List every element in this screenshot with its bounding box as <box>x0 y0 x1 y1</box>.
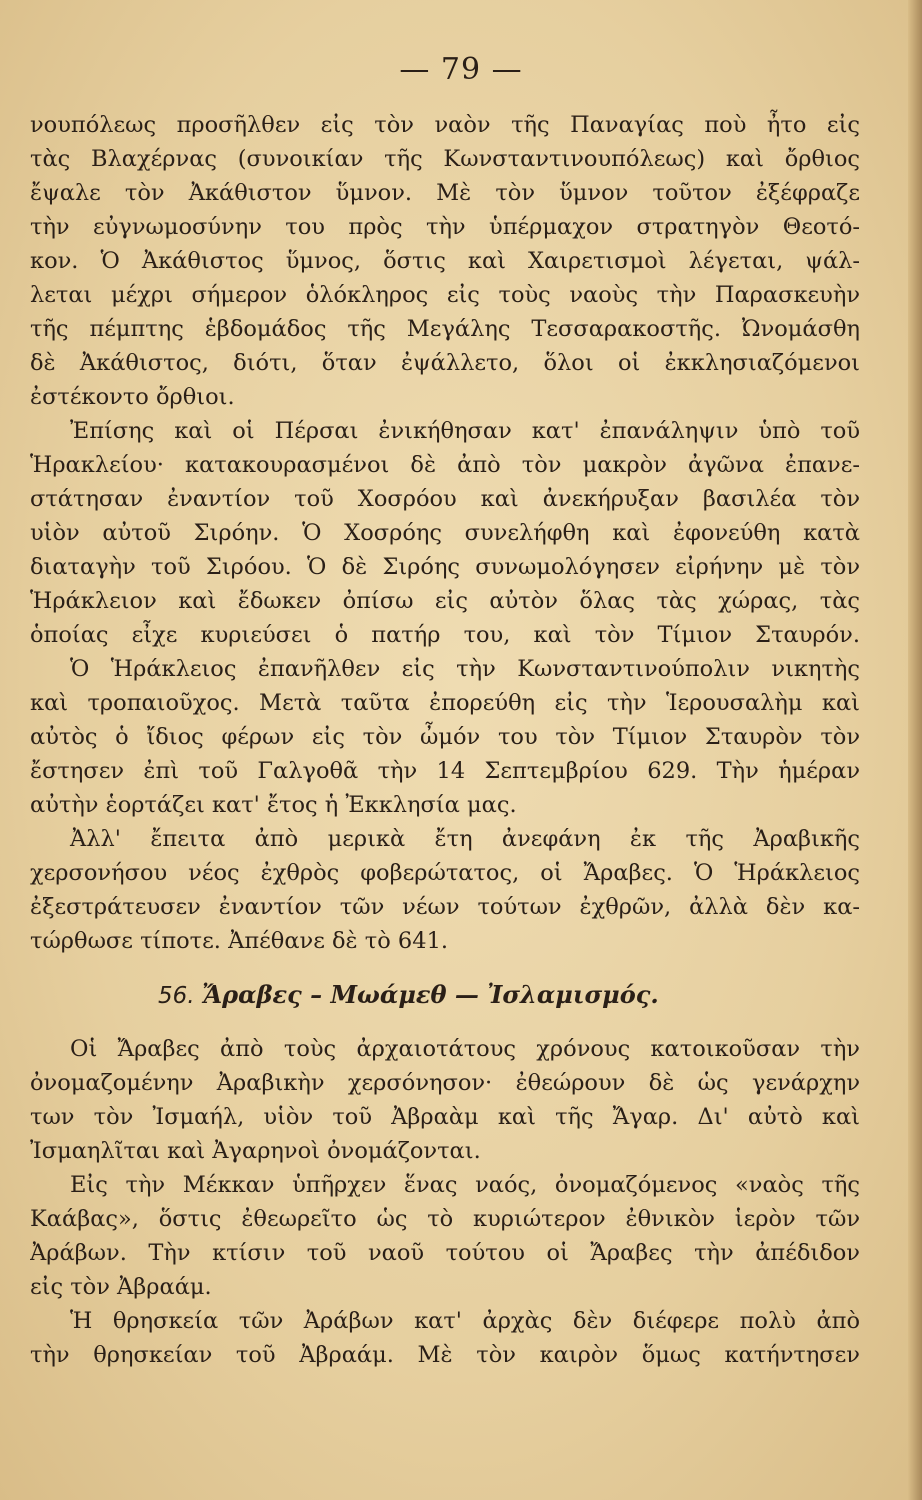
text-line: εἰς τὸν Ἀβραάμ. <box>30 1274 212 1300</box>
text-line: Καάβας», ὅστις ἐθεωρεῖτο ὡς τὸ κυριώτερον ἐθνικὸν ἱερὸν τῶν <box>30 1206 860 1232</box>
text-line: διαταγὴν τοῦ Σιρόου. Ὁ δὲ Σιρόης συνωμολόγησεν εἰρήνην μὲ τὸν <box>30 554 860 580</box>
text-line: Ἀλλ' ἔπειτα ἀπὸ μερικὰ ἔτη ἀνεφάνη ἐκ τῆς Ἀραβικῆς <box>70 826 860 852</box>
paragraph <box>30 1304 860 1372</box>
text-line: Ὁ Ἡράκλειος ἐπανῆλθεν εἰς τὴν Κωνσταντινούπολιν νικητὴς <box>70 656 860 682</box>
text-line: Οἱ Ἄραβες ἀπὸ τοὺς ἀρχαιοτάτους χρόνους κατοικοῦσαν τὴν <box>70 1036 860 1062</box>
text-line: ὀνομαζομένην Ἀραβικὴν χερσόνησον· ἐθεώρουν δὲ ὡς γενάρχην <box>30 1070 860 1096</box>
text-line: στάτησαν ἐναντίον τοῦ Χοσρόου καὶ ἀνεκήρυξαν βασιλέα τὸν <box>30 486 860 512</box>
text-line: τὴν θρησκείαν τοῦ Ἀβραάμ. Μὲ τὸν καιρὸν ὅμως κατήντησεν <box>30 1342 860 1368</box>
text-line: χερσονήσου νέος ἐχθρὸς φοβερώτατος, οἱ Ἄραβες. Ὁ Ἡράκλειος <box>30 860 860 886</box>
text-line: αὐτὴν ἑορτάζει κατ' ἔτος ἡ Ἐκκλησία μας. <box>30 792 517 818</box>
paragraph <box>30 822 860 958</box>
text-line: τὴν εὐγνωμοσύνην του πρὸς τὴν ὑπέρμαχον στρατηγὸν Θεοτό- <box>30 214 860 240</box>
text-line: νουπόλεως προσῆλθεν εἰς τὸν ναὸν τῆς Παναγίας ποὺ ἦτο εἰς <box>30 112 860 138</box>
text-line: αὐτὸς ὁ ἴδιος φέρων εἰς τὸν ὦμόν του τὸν Τίμιον Σταυρὸν τὸν <box>30 724 860 750</box>
text-line: Ἐπίσης καὶ οἱ Πέρσαι ἐνικήθησαν κατ' ἐπανάληψιν ὑπὸ τοῦ <box>70 418 860 444</box>
section-number: 56. <box>158 983 195 1009</box>
text-line: καὶ τροπαιοῦχος. Μετὰ ταῦτα ἐπορεύθη εἰς τὴν Ἱερουσαλὴμ καὶ <box>30 690 860 716</box>
text-line: λεται μέχρι σήμερον ὁλόκληρος εἰς τοὺς ναοὺς τὴν Παρασκευὴν <box>30 282 860 308</box>
text-line: Εἰς τὴν Μέκκαν ὑπῆρχεν ἕνας ναός, ὀνομαζόμενος «ναὸς τῆς <box>70 1172 860 1198</box>
text-line: δὲ Ἀκάθιστος, διότι, ὅταν ἐψάλλετο, ὅλοι οἱ ἐκκλησιαζόμενοι <box>30 350 860 376</box>
text-line: τώρθωσε τίποτε. Ἀπέθανε δὲ τὸ 641. <box>30 928 449 954</box>
text-line: τὰς Βλαχέρνας (συνοικίαν τῆς Κωνσταντινουπόλεως) καὶ ὄρθιος <box>30 146 860 172</box>
text-line: Ἡ θρησκεία τῶν Ἀράβων κατ' ἀρχὰς δὲν διέφερε πολὺ ἀπὸ <box>70 1308 860 1334</box>
section-heading <box>30 958 860 1032</box>
text-line: Ἡράκλειον καὶ ἔδωκεν ὀπίσω εἰς αὐτὸν ὅλας τὰς χώρας, τὰς <box>30 588 860 614</box>
text-line: ἔψαλε τὸν Ἀκάθιστον ὕμνον. Μὲ τὸν ὕμνον τοῦτον ἐξέφραζε <box>30 180 860 206</box>
page-number: — 79 — <box>399 52 523 87</box>
text-line: ἐξεστράτευσεν ἐναντίον τῶν νέων τούτων ἐχθρῶν, ἀλλὰ δὲν κα- <box>30 894 860 920</box>
text-line: ἐστέκοντο ὄρθιοι. <box>30 384 235 410</box>
text-line: των τὸν Ἰσμαήλ, υἱὸν τοῦ Ἀβραὰμ καὶ τῆς Ἄγαρ. Δι' αὐτὸ καὶ <box>30 1104 860 1130</box>
paragraph <box>30 1168 860 1304</box>
paragraph <box>30 108 860 414</box>
text-line: Ἰσμαηλῖται καὶ Ἀγαρηνοὶ ὀνομάζονται. <box>30 1138 481 1164</box>
section-title: Ἄραβες – Μωάμεθ — Ἰσλαμισμός. <box>202 980 659 1009</box>
text-line: υἱὸν αὐτοῦ Σιρόην. Ὁ Χοσρόης συνελήφθη καὶ ἐφονεύθη κατὰ <box>30 520 860 546</box>
text-line: κον. Ὁ Ἀκάθιστος ὕμνος, ὅστις καὶ Χαιρετισμοὶ λέγεται, ψάλ- <box>30 248 860 274</box>
text-line: Ἀράβων. Τὴν κτίσιν τοῦ ναοῦ τούτου οἱ Ἄραβες τὴν ἀπέδιδον <box>30 1240 860 1266</box>
page-edge <box>908 0 922 1500</box>
paragraph <box>30 1032 860 1168</box>
text-line: ἔστησεν ἐπὶ τοῦ Γαλγοθᾶ τὴν 14 Σεπτεμβρίου 629. Τὴν ἡμέραν <box>30 758 860 784</box>
text-line: ὁποίας εἶχε κυριεύσει ὁ πατήρ του, καὶ τὸν Τίμιον Σταυρόν. <box>30 622 860 648</box>
paragraph <box>30 414 860 652</box>
text-line: Ἡρακλείου· κατακουρασμένοι δὲ ἀπὸ τὸν μακρὸν ἀγῶνα ἐπανε- <box>30 452 860 478</box>
text-block <box>30 108 860 1372</box>
text-line: τῆς πέμπτης ἑβδομάδος τῆς Μεγάλης Τεσσαρακοστῆς. Ὠνομάσθη <box>30 316 860 342</box>
paragraph <box>30 652 860 822</box>
